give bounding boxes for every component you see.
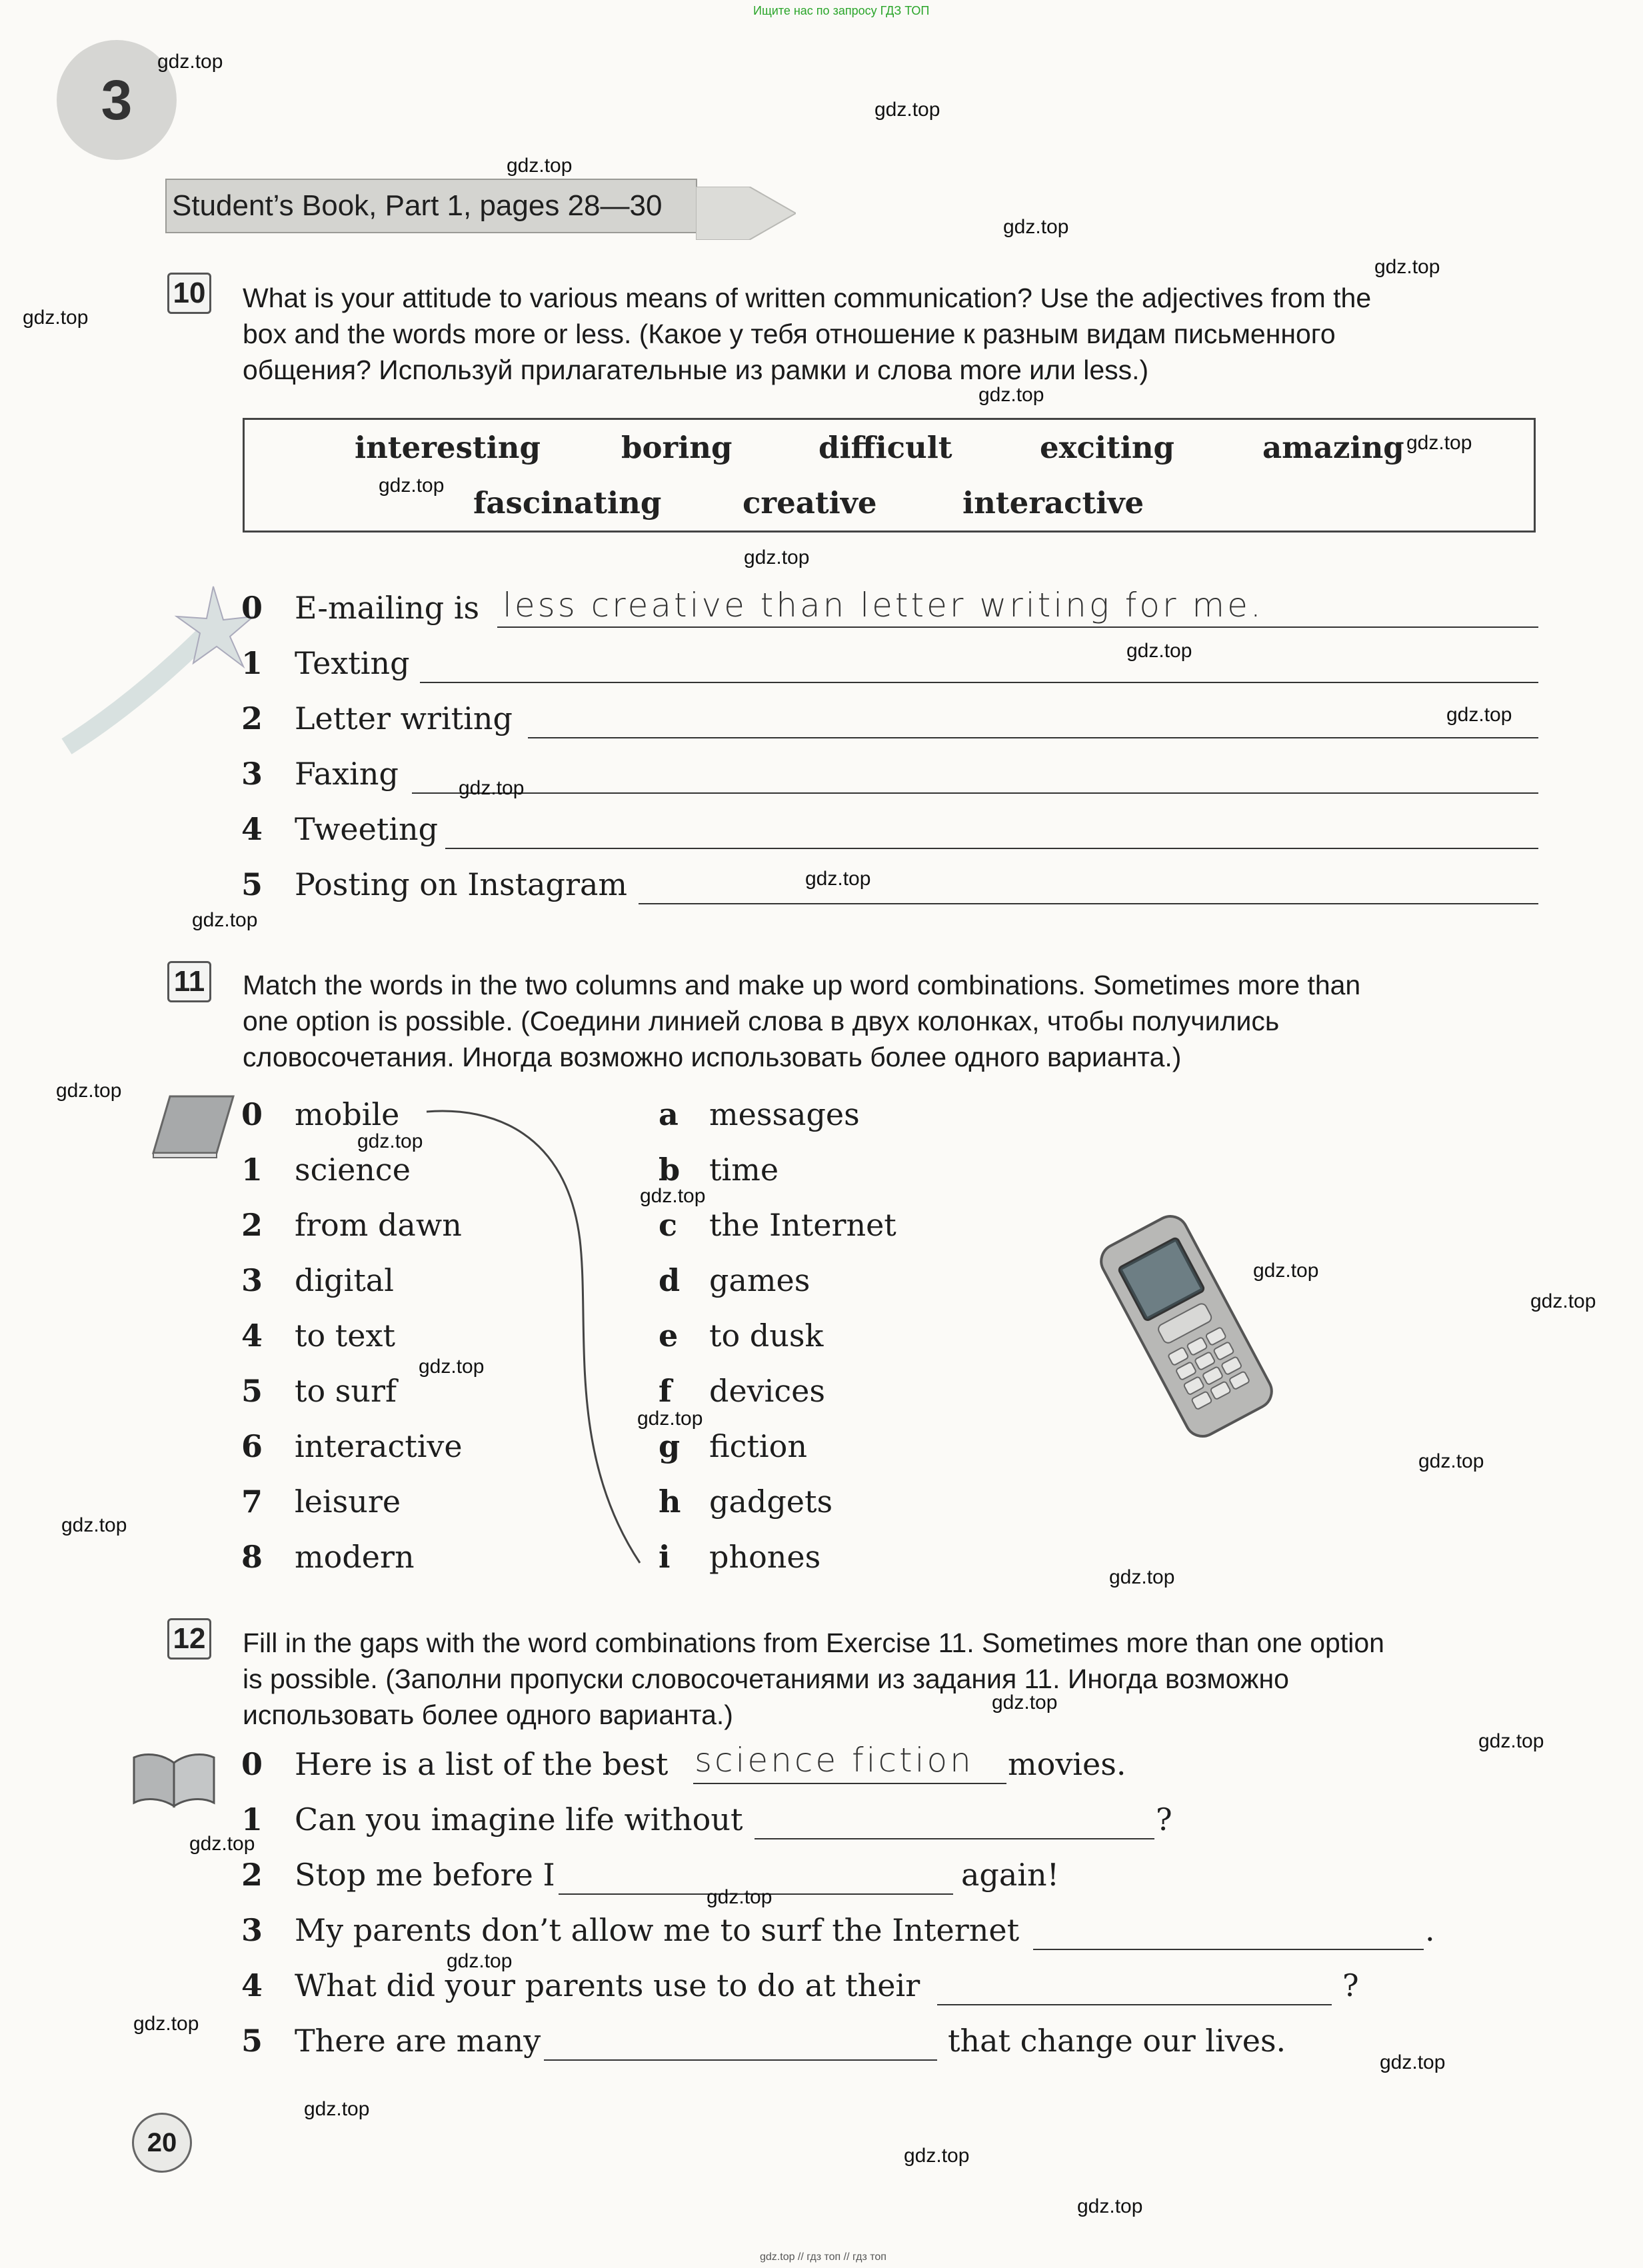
bottom-note: gdz.top // гдз топ // гдз топ — [760, 2251, 886, 2263]
watermark: gdz.top — [1126, 640, 1192, 662]
watermark: gdz.top — [640, 1185, 706, 1207]
shooting-star-icon — [60, 580, 253, 760]
ex10-answer-0[interactable]: less creative than letter writing for me. — [503, 586, 1264, 624]
ex10-item: 4 Tweeting — [241, 811, 1538, 851]
ex12-answer-0[interactable]: science fiction — [695, 1741, 974, 1779]
box-word: fascinating — [473, 485, 662, 521]
ex10-item: 1 Texting — [241, 645, 1538, 685]
watermark: gdz.top — [1530, 1290, 1596, 1312]
watermark: gdz.top — [192, 909, 258, 931]
exercise-10-number: 10 — [167, 273, 211, 314]
instruction-line: Fill in the gaps with the word combinations from Exercise 11. Sometimes more than one option — [243, 1628, 1384, 1658]
watermark: gdz.top — [1380, 2051, 1446, 2073]
instruction-line: Match the words in the two columns and make up word combinations. Sometimes more than — [243, 970, 1361, 1000]
ex11-right-item[interactable]: c the Internet — [659, 1207, 896, 1243]
watermark: gdz.top — [874, 99, 940, 121]
ex11-left-item[interactable]: 3 digital — [241, 1262, 394, 1298]
watermark: gdz.top — [419, 1356, 485, 1378]
ex11-right-item[interactable]: a messages — [659, 1096, 860, 1132]
ex10-answer-line-1[interactable] — [420, 682, 1538, 683]
watermark: gdz.top — [447, 1950, 513, 1972]
box-word: difficult — [819, 430, 952, 465]
ex11-right-item[interactable]: f devices — [659, 1373, 825, 1409]
box-word: creative — [743, 485, 877, 521]
instruction-line: What is your attitude to various means of written communication? Use the adjectives from the — [243, 283, 1372, 313]
book-icon — [150, 1093, 237, 1160]
ex12-answer-line-1[interactable] — [755, 1838, 1154, 1839]
exercise-12-instruction — [243, 1625, 1537, 1733]
ex10-item: 0 E-mailing is less creative than letter writing for me. — [241, 590, 1538, 630]
instruction-line: box and the words more or less. (Какое у тебя отношение к разным видам письменного — [243, 319, 1336, 349]
watermark: gdz.top — [133, 2013, 199, 2035]
watermark: gdz.top — [189, 1833, 255, 1855]
unit-number-badge: 3 — [57, 40, 177, 160]
ex10-answer-line-3[interactable] — [412, 792, 1538, 794]
box-word: interactive — [962, 485, 1144, 521]
mobile-phone-icon — [1080, 1213, 1293, 1440]
exercise-10-instruction — [243, 280, 1537, 388]
ex11-left-item[interactable]: 2 from dawn — [241, 1207, 462, 1243]
watermark: gdz.top — [23, 307, 89, 329]
match-line — [400, 1106, 680, 1573]
ex10-answer-line-4[interactable] — [445, 848, 1538, 849]
watermark: gdz.top — [1406, 432, 1472, 454]
watermark: gdz.top — [978, 384, 1044, 406]
ex10-answer-line-2[interactable] — [528, 737, 1538, 738]
ex12-answer-line-4[interactable] — [937, 2004, 1332, 2005]
watermark: gdz.top — [707, 1886, 773, 1908]
ex11-right-item[interactable]: b time — [659, 1152, 779, 1188]
ex10-item: 3 Faxing — [241, 756, 1538, 796]
watermark: gdz.top — [157, 51, 223, 73]
watermark: gdz.top — [1478, 1730, 1544, 1752]
ex11-left-item[interactable]: 6 interactive — [241, 1428, 463, 1464]
watermark: gdz.top — [1003, 216, 1069, 238]
watermark: gdz.top — [904, 2145, 970, 2167]
exercise-12-number: 12 — [167, 1618, 211, 1660]
watermark: gdz.top — [507, 155, 573, 177]
watermark: gdz.top — [1418, 1450, 1484, 1472]
watermark: gdz.top — [357, 1130, 423, 1152]
instruction-line: использовать более одного варианта.) — [243, 1700, 733, 1730]
page-number: 20 — [132, 2113, 192, 2173]
watermark: gdz.top — [459, 777, 525, 799]
ex11-right-item[interactable]: h gadgets — [659, 1484, 833, 1520]
exercise-11-instruction — [243, 967, 1537, 1075]
ex11-right-item[interactable]: e to dusk — [659, 1318, 824, 1354]
exercise-11-number: 11 — [167, 961, 211, 1002]
watermark: gdz.top — [1446, 704, 1512, 726]
watermark: gdz.top — [637, 1408, 703, 1430]
box-word: boring — [621, 430, 733, 465]
ex11-left-item[interactable]: 0 mobile — [241, 1096, 400, 1132]
ex12-answer-line-3[interactable] — [1033, 1949, 1424, 1950]
watermark: gdz.top — [744, 547, 810, 568]
box-word: exciting — [1040, 430, 1175, 465]
watermark: gdz.top — [992, 1692, 1058, 1713]
ex11-right-item[interactable]: g fiction — [659, 1428, 807, 1464]
ex10-item: 5 Posting on Instagram — [241, 866, 1538, 906]
ex10-item: 2 Letter writing — [241, 700, 1538, 740]
watermark: gdz.top — [61, 1514, 127, 1536]
box-word: amazing — [1262, 430, 1404, 465]
watermark: gdz.top — [1253, 1260, 1319, 1282]
section-banner: Student’s Book, Part 1, pages 28—30 — [165, 179, 697, 233]
ex11-right-item[interactable]: i phones — [659, 1539, 821, 1575]
instruction-line: словосочетания. Иногда возможно использовать более одного варианта.) — [243, 1042, 1182, 1072]
ex11-left-item[interactable]: 4 to text — [241, 1318, 395, 1354]
open-book-icon — [131, 1749, 217, 1809]
instruction-line: is possible. (Заполни пропуски словосочетаниями из задания 11. Иногда возможно — [243, 1664, 1289, 1694]
ex11-right-item[interactable]: d games — [659, 1262, 811, 1298]
watermark: gdz.top — [805, 868, 871, 890]
watermark: gdz.top — [1077, 2195, 1143, 2217]
ex11-left-item[interactable]: 5 to surf — [241, 1373, 397, 1409]
watermark: gdz.top — [1374, 256, 1440, 278]
banner-arrow-icon — [696, 187, 796, 240]
top-note: Ищите нас по запросу ГДЗ ТОП — [753, 4, 930, 17]
ex11-left-item[interactable]: 7 leisure — [241, 1484, 401, 1520]
ex10-answer-line-5[interactable] — [639, 903, 1538, 904]
watermark: gdz.top — [1109, 1566, 1175, 1588]
watermark: gdz.top — [304, 2098, 370, 2120]
ex11-left-item[interactable]: 1 science — [241, 1152, 411, 1188]
watermark: gdz.top — [56, 1080, 122, 1102]
instruction-line: one option is possible. (Соедини линией слова в двух колонках, чтобы получились — [243, 1006, 1280, 1036]
instruction-line: общения? Используй прилагательные из рамки и слова more или less.) — [243, 355, 1149, 385]
ex12-answer-line-5[interactable] — [544, 2059, 937, 2061]
box-word: interesting — [355, 430, 541, 465]
watermark: gdz.top — [379, 475, 445, 497]
ex11-left-item[interactable]: 8 modern — [241, 1539, 415, 1575]
